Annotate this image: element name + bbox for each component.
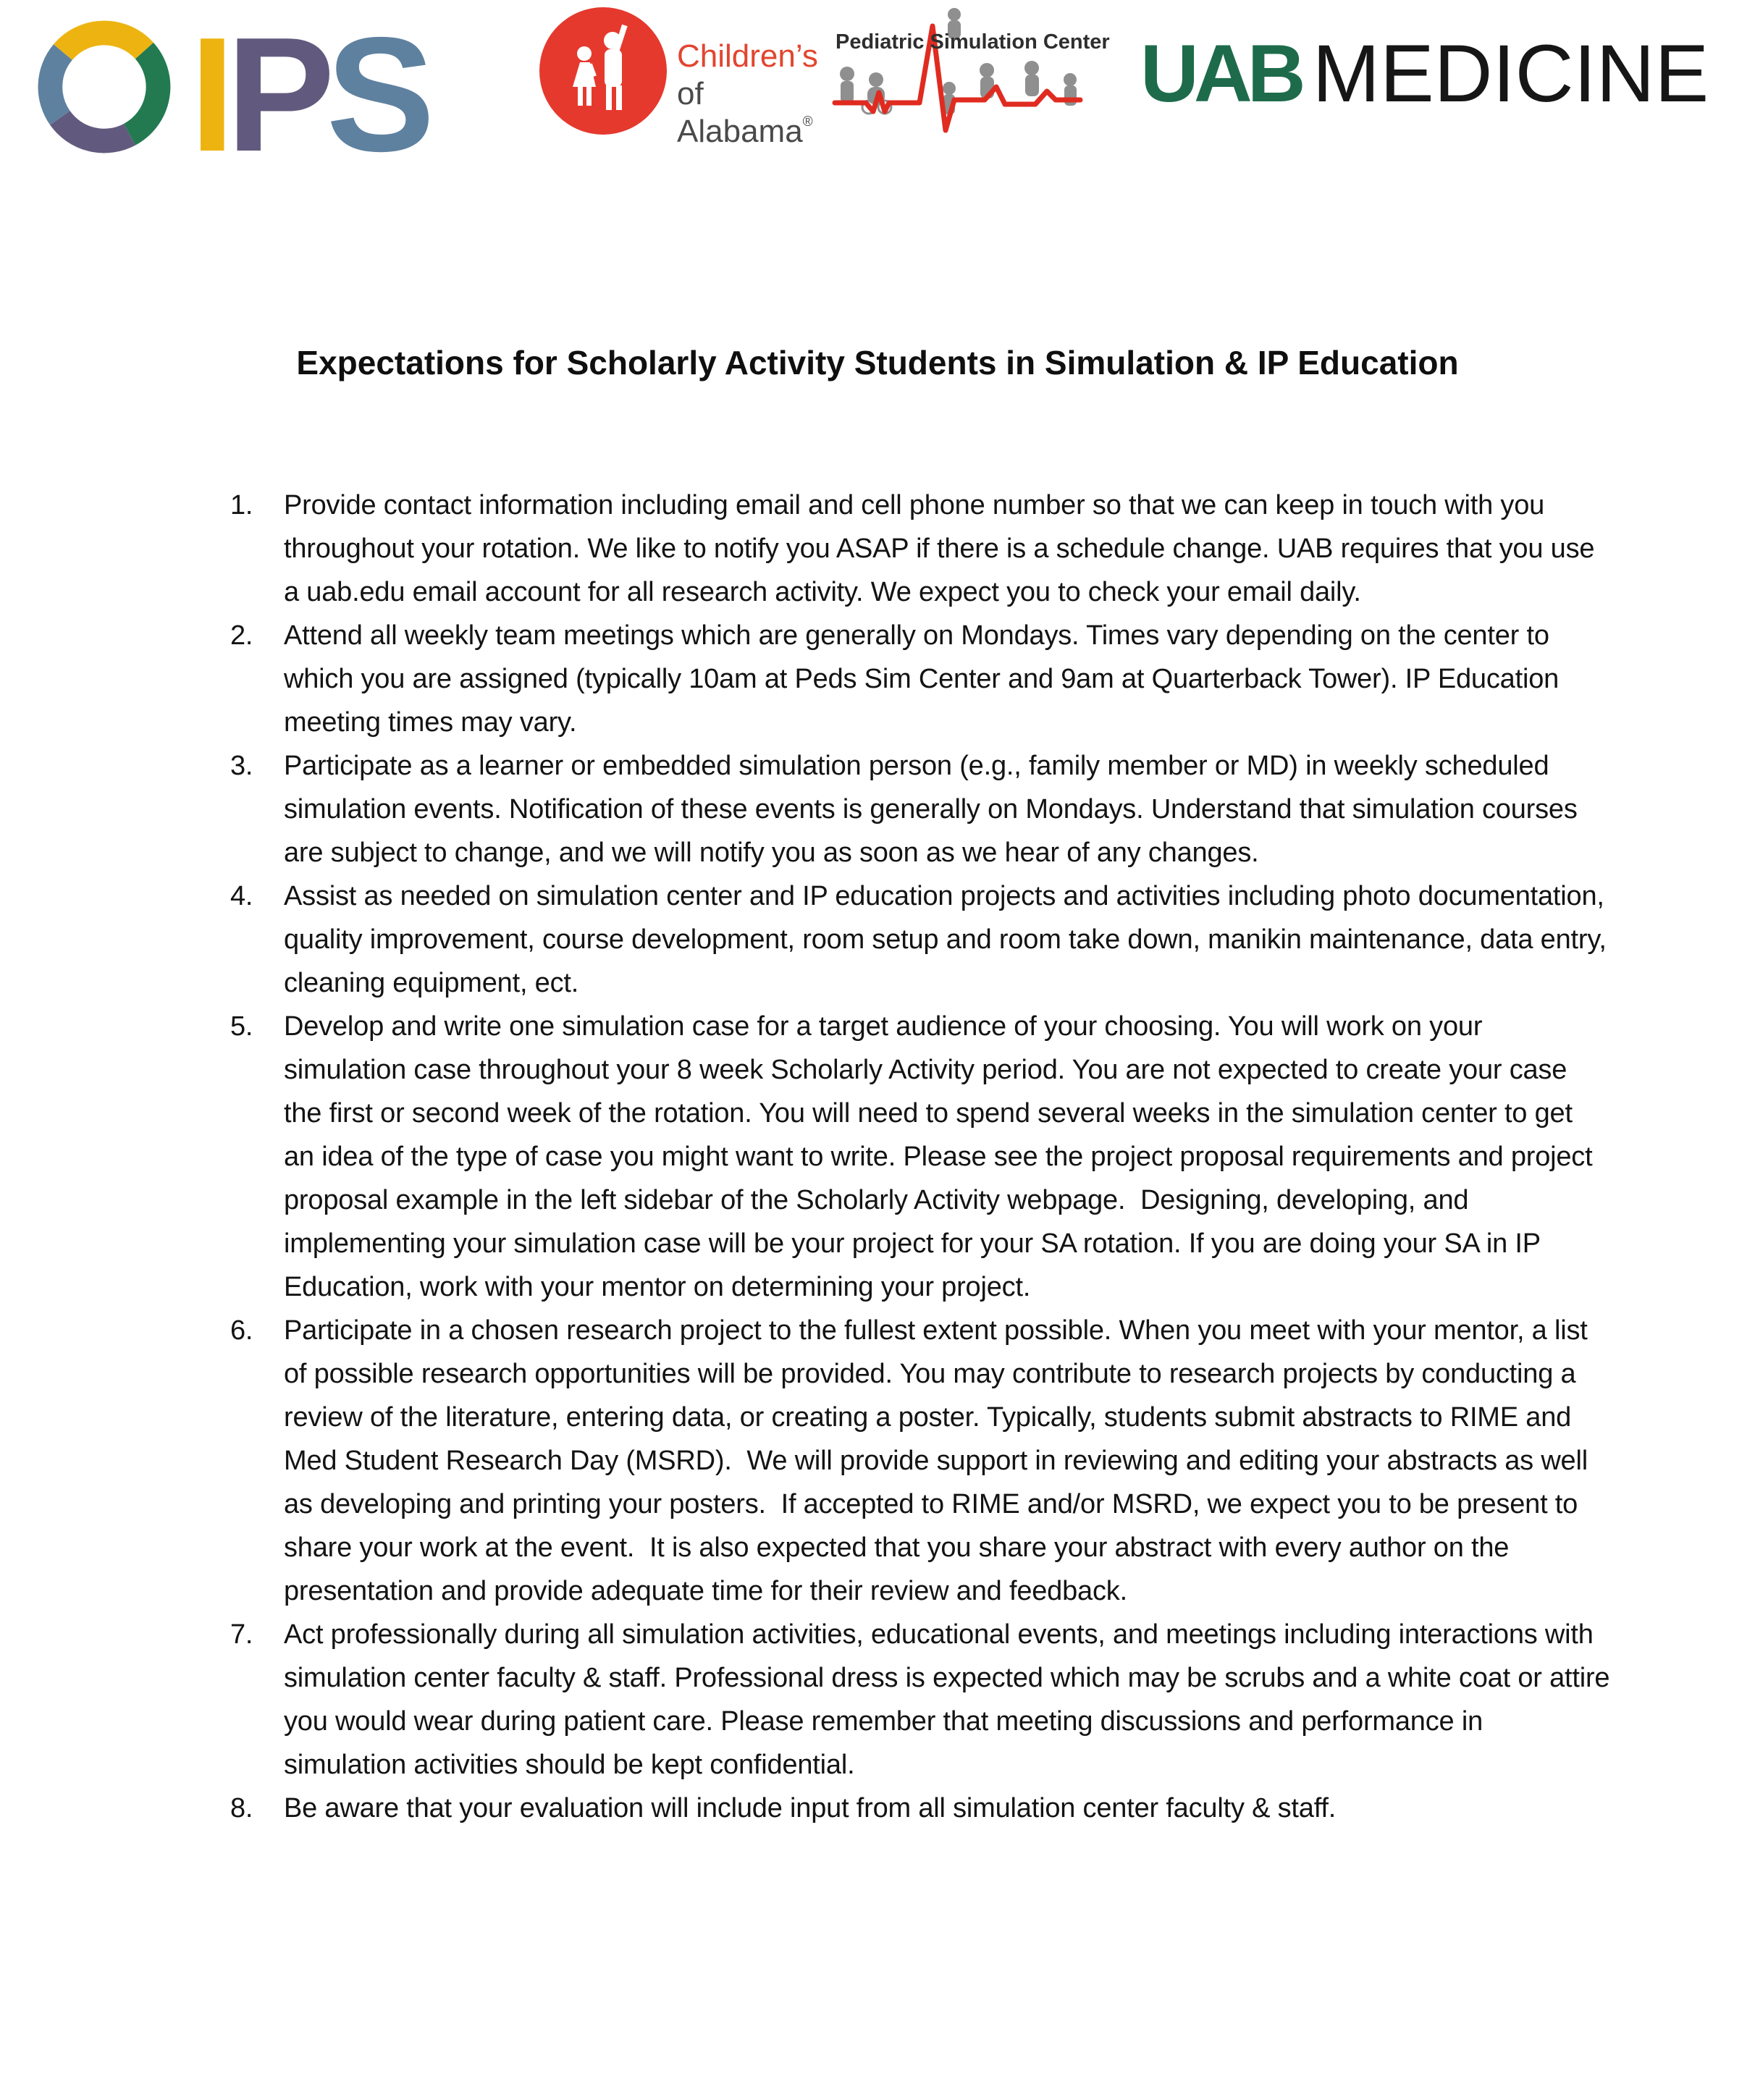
list-item-text: Act professionally during all simulation activities, educational events, and meetings including interactions with simulation center faculty & staff. Professional dress is expected which may be scrubs and a white coat or attire you would wear during patient care. Please remember that meeting discussions and performance in simulation activities should be kept confidential. bbox=[284, 1619, 1617, 1780]
list-item bbox=[230, 484, 1615, 614]
list-item-text: Attend all weekly team meetings which are generally on Mondays. Times vary depending on the center to which you are assigned (typically 10am at Peds Sim Center and 9am at Quarterback Tower). IP Education meeting times may vary. bbox=[284, 620, 1567, 738]
psc-logo-title: Pediatric Simulation Center bbox=[836, 30, 1110, 54]
childrens-logo-line1: Children’s bbox=[677, 38, 818, 74]
oips-ring-segment-purple bbox=[60, 118, 130, 141]
list-item-number: 7. bbox=[230, 1619, 253, 1650]
list-item bbox=[230, 1613, 1615, 1787]
list-item-text: Participate in a chosen research project to the fullest extent possible. When you meet with your mentor, a list of possible research opportunities will be provided. You may contribute to research projects by conducting a review of the literature, entering data, or creating a poster. Typically, students submit abstracts to RIME and Med Student Research Day (MSRD). We will provide support in reviewing and editing your abstracts as well as developing and printing your posters. If accepted to RIME and/or MSRD, we expect you to be present to share your work at the event. It is also expected that you share your abstract with every author on the presentation and provide adequate time for their review and feedback. bbox=[284, 1315, 1596, 1606]
registered-mark-icon: ® bbox=[802, 114, 813, 130]
expectations-list bbox=[230, 484, 1615, 1830]
uab-mark: UAB bbox=[1140, 28, 1301, 119]
oips-ring-segment-yellow bbox=[63, 33, 145, 52]
list-item-text: Be aware that your evaluation will include input from all simulation center faculty & staff. bbox=[284, 1793, 1337, 1823]
list-item bbox=[230, 744, 1615, 874]
list-item bbox=[230, 1309, 1615, 1613]
uab-medicine-logo bbox=[1140, 28, 1709, 119]
list-item-number: 5. bbox=[230, 1011, 253, 1042]
uab-medicine-word: MEDICINE bbox=[1312, 28, 1709, 119]
list-item-number: 4. bbox=[230, 881, 253, 911]
oips-letter-i: I bbox=[190, 2, 227, 185]
list-item-number: 6. bbox=[230, 1315, 253, 1346]
list-item bbox=[230, 874, 1615, 1005]
list-item-text: Develop and write one simulation case for a target audience of your choosing. You will work on your simulation case throughout your 8 week Scholarly Activity period. You are not expected to create your case the first or second week of the rotation. You will need to spend several weeks in the simulation center to get an idea of the type of case you might want to write. Please see the project proposal requirements and project proposal example in the left sidebar of the Scholarly Activity webpage. Designing, developing, and implementing your simulation case will be your project for your SA rotation. If you are doing your SA in IP Education, work with your mentor on determining your project. bbox=[284, 1011, 1600, 1302]
list-item-text: Provide contact information including email and cell phone number so that we can keep in touch with you throughout your rotation. We like to notify you ASAP if there is a schedule change. UAB requires that you use a uab.edu email account for all research activity. We expect you to check your email daily. bbox=[284, 490, 1602, 607]
childrens-logo-line2 bbox=[677, 75, 842, 151]
list-item bbox=[230, 1787, 1615, 1830]
childrens-red-circle bbox=[539, 7, 667, 135]
childrens-logo-line2-text: of Alabama bbox=[677, 75, 803, 149]
list-item bbox=[230, 614, 1615, 744]
oips-ring-icon bbox=[38, 20, 171, 153]
list-item-number: 2. bbox=[230, 620, 253, 651]
pediatric-simulation-center-logo bbox=[831, 1, 1110, 140]
oips-ring-segment-slate bbox=[50, 52, 62, 118]
page-title: Expectations for Scholarly Activity Students in Simulation & IP Education bbox=[296, 343, 1459, 381]
oips-letter-p: P bbox=[226, 2, 327, 185]
list-item-number: 3. bbox=[230, 751, 253, 781]
list-item-text: Participate as a learner or embedded simulation person (e.g., family member or MD) in weekly scheduled simulation events. Notification of these events is generally on Mondays. Understand that simulation courses are subject to change, and we will notify you as soon as we hear of any changes. bbox=[284, 751, 1586, 868]
oips-letters bbox=[190, 2, 426, 185]
list-item-number: 8. bbox=[230, 1793, 253, 1823]
oips-ring-segment-green bbox=[130, 51, 159, 135]
psc-ekg-icon bbox=[831, 1, 1086, 140]
list-item bbox=[230, 1005, 1615, 1309]
childrens-circle-icon bbox=[538, 6, 668, 136]
list-item-text: Assist as needed on simulation center and IP education projects and activities including photo documentation, quality improvement, course development, room setup and room take down, manikin maintenance, data entry, cleaning equipment, ect. bbox=[284, 881, 1615, 998]
oips-logo bbox=[38, 2, 426, 185]
list-item-number: 1. bbox=[230, 490, 253, 520]
childrens-of-alabama-logo bbox=[538, 6, 842, 149]
childrens-logo-text bbox=[677, 38, 842, 151]
logo-header bbox=[0, 0, 1755, 185]
oips-letter-s: S bbox=[326, 2, 426, 185]
